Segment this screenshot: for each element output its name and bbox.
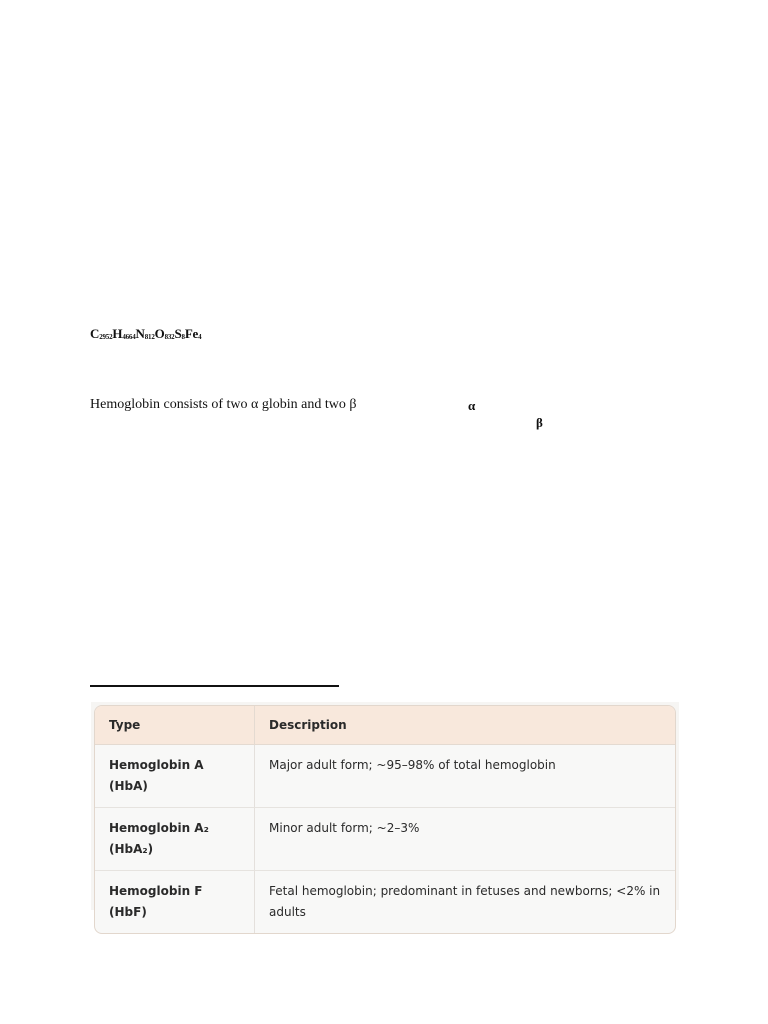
formula-element-c: C — [90, 326, 100, 341]
table-header-row — [95, 706, 675, 745]
row-type-hba: Hemoglobin A (HbA) — [95, 745, 255, 808]
hemoglobin-sentence: Hemoglobin consists of two α globin and two β — [90, 397, 357, 412]
row-description-hba: Major adult form; ~95–98% of total hemoglobin — [255, 745, 675, 808]
table-row — [95, 808, 675, 871]
row-type-hbf: Hemoglobin F (HbF) — [95, 871, 255, 933]
formula-count-o: 832 — [164, 333, 175, 341]
row-description-hbf: Fetal hemoglobin; predominant in fetuses and newborns; <2% in adults — [269, 884, 661, 919]
formula-element-h: H — [112, 326, 123, 341]
header-description: Description — [255, 706, 675, 745]
header-type: Type — [95, 706, 255, 745]
formula-count-n: 812 — [144, 333, 155, 341]
formula-element-fe: Fe — [184, 326, 199, 341]
formula-count-h: 4664 — [122, 333, 136, 341]
formula-element-n: N — [135, 326, 145, 341]
hemoglobin-types-table-image — [91, 702, 679, 919]
formula-element-s: S — [174, 326, 182, 341]
alpha-symbol: α — [468, 398, 476, 413]
formula-count-s: 8 — [181, 333, 185, 341]
formula-count-fe: 4 — [198, 333, 202, 341]
section-divider — [90, 685, 339, 687]
formula-element-o: O — [154, 326, 165, 341]
chemical-formula — [90, 326, 201, 342]
table-row — [95, 871, 675, 933]
beta-symbol: β — [536, 415, 543, 430]
formula-count-c: 2952 — [99, 333, 113, 341]
row-description-hba2: Minor adult form; ~2–3% — [255, 808, 675, 871]
table-row — [95, 745, 675, 808]
hemoglobin-types-table — [94, 705, 676, 934]
row-type-hba2: Hemoglobin A₂ (HbA₂) — [95, 808, 255, 871]
